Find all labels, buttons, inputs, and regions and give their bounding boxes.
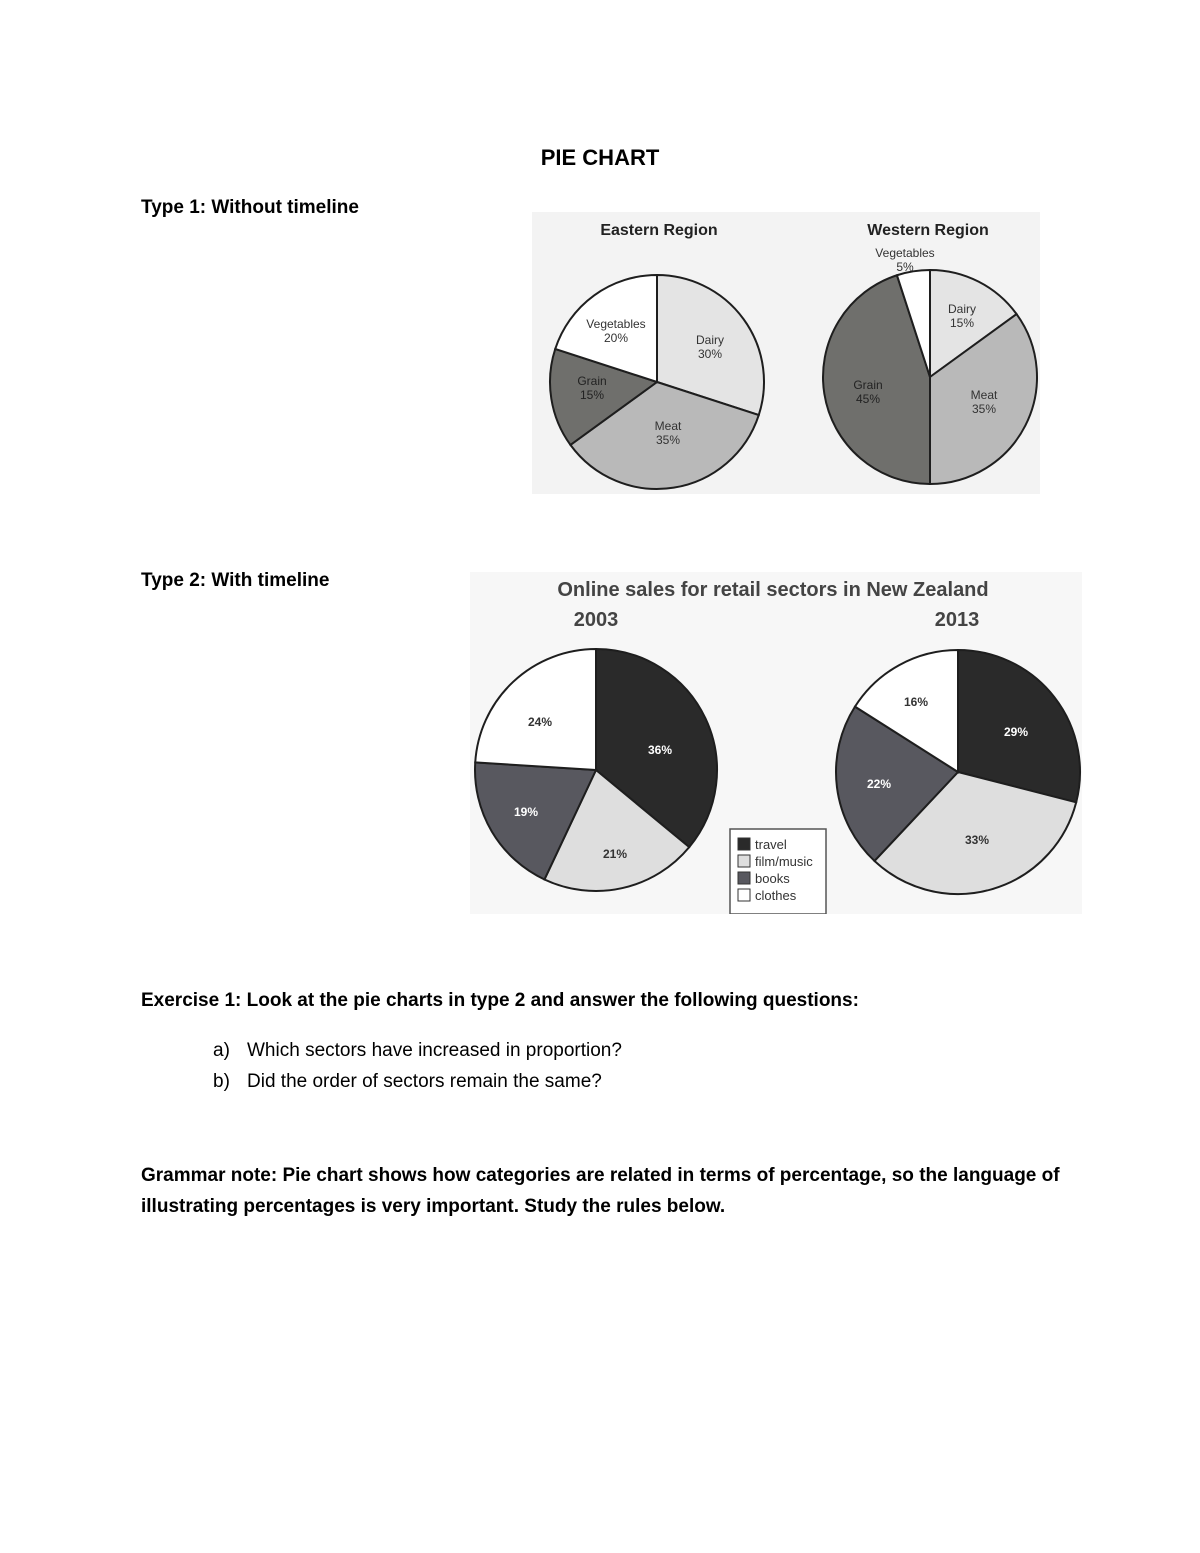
eastern-region-pie	[550, 275, 764, 489]
slice-value-travel: 36%	[647, 743, 673, 757]
slice-label-vegetables: Vegetables	[875, 246, 935, 260]
question-item	[213, 1066, 622, 1097]
legend-swatch-travel	[738, 838, 750, 850]
legend-label-books: books	[755, 871, 790, 886]
page-title: PIE CHART	[540, 145, 660, 170]
slice-label-dairy: Dairy	[947, 302, 977, 316]
western-chart-title: Western Region	[867, 222, 989, 239]
grammar-note: Grammar note: Pie chart shows how categories are related in terms of percentage, so the language of illustrating percentages is very important. Study the rules below.	[141, 1165, 1060, 1217]
nz-sales-chart-title: Online sales for retail sectors in New Zealand	[557, 579, 989, 601]
pie-2013	[836, 650, 1080, 894]
eastern-chart-title: Eastern Region	[600, 222, 718, 239]
type1-label: Type 1: Without timeline	[141, 197, 359, 218]
year-2003-label: 2003	[573, 609, 619, 631]
region-pie-charts	[532, 212, 1040, 494]
slice-label-grain: Grain	[853, 378, 883, 392]
legend-label-film-music: film/music	[755, 854, 813, 869]
legend-swatch-clothes	[738, 889, 750, 901]
pie-slice-clothes	[475, 649, 596, 770]
western-region-pie	[823, 246, 1037, 484]
legend-label-clothes: clothes	[755, 888, 797, 903]
slice-value-meat: 35%	[655, 433, 681, 447]
question-text: Did the order of sectors remain the same?	[247, 1071, 602, 1092]
slice-value-meat: 35%	[971, 402, 997, 416]
slice-value-dairy: 30%	[697, 347, 723, 361]
nz-sales-pie-charts	[470, 572, 1082, 914]
legend-label-travel: travel	[755, 837, 787, 852]
legend-swatch-books	[738, 872, 750, 884]
slice-value-books: 22%	[866, 777, 892, 791]
slice-value-clothes: 16%	[903, 695, 929, 709]
question-text: Which sectors have increased in proportion?	[247, 1040, 622, 1061]
question-letter: a)	[213, 1040, 230, 1061]
slice-value-grain: 15%	[579, 388, 605, 402]
slice-value-grain: 45%	[855, 392, 881, 406]
legend-swatch-film-music	[738, 855, 750, 867]
slice-label-grain: Grain	[577, 374, 607, 388]
slice-value-clothes: 24%	[527, 715, 553, 729]
slice-label-meat: Meat	[654, 419, 682, 433]
question-list	[213, 1035, 622, 1097]
exercise-heading: Exercise 1: Look at the pie charts in type 2 and answer the following questions:	[141, 990, 859, 1011]
slice-value-film-music: 21%	[602, 847, 628, 861]
slice-value-vegetables: 5%	[896, 260, 914, 274]
slice-label-dairy: Dairy	[695, 333, 725, 347]
slice-label-meat: Meat	[970, 388, 998, 402]
slice-value-dairy: 15%	[949, 316, 975, 330]
slice-value-vegetables: 20%	[603, 331, 629, 345]
pie-2003	[475, 649, 717, 891]
sector-legend	[730, 829, 826, 914]
slice-value-books: 19%	[513, 805, 539, 819]
question-item	[213, 1035, 622, 1066]
slice-value-travel: 29%	[1003, 725, 1029, 739]
slice-label-vegetables: Vegetables	[586, 317, 646, 331]
type2-label: Type 2: With timeline	[141, 570, 330, 591]
slice-value-film-music: 33%	[964, 833, 990, 847]
question-letter: b)	[213, 1071, 230, 1092]
year-2013-label: 2013	[934, 609, 980, 631]
